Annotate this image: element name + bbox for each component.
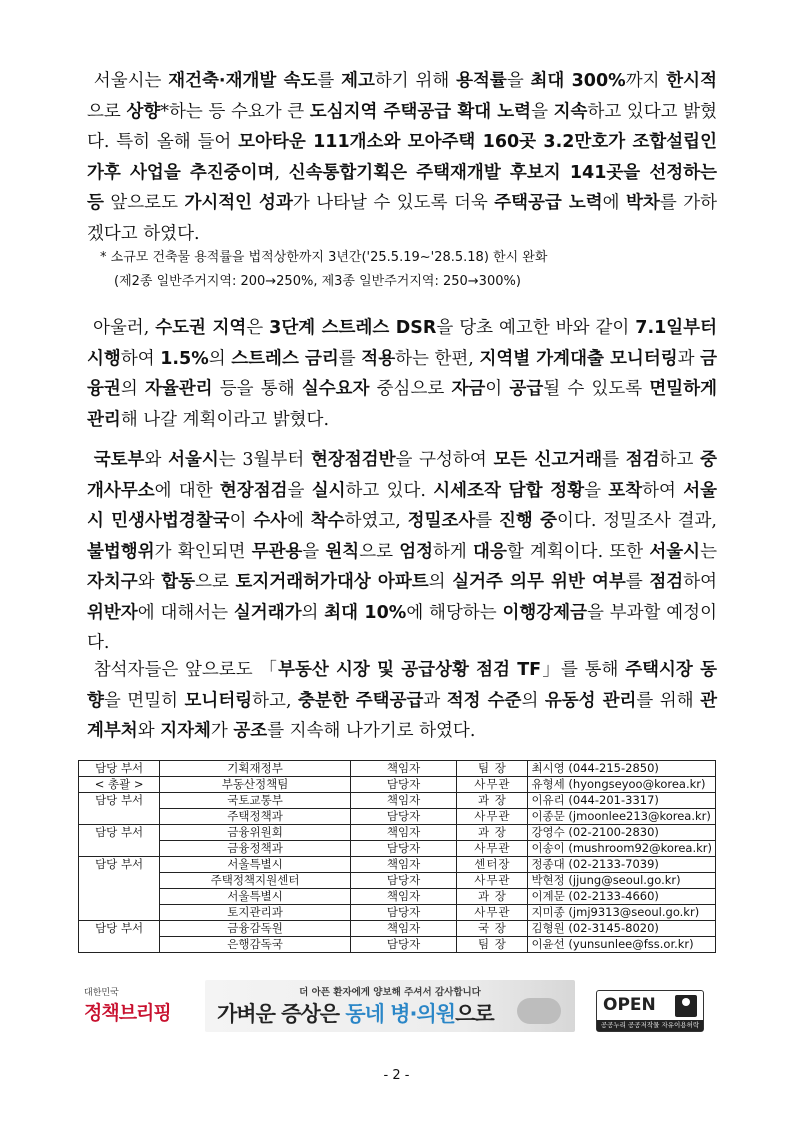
body-text: 에 대한 [154,480,220,501]
table-row [79,809,716,825]
body-text: 과 [677,348,701,369]
emphasis-text: 원칙 [325,541,360,562]
body-text: 이 [229,511,254,531]
emphasis-text: 현장점검 [219,480,288,501]
contact-title: 팀 장 [457,937,528,953]
banner-main-highlight: 동네 병·의원 [345,1002,456,1026]
emphasis-text: 서울시 민생사법경찰국 [87,480,718,531]
body-text: 을 [302,541,326,562]
body-text: 까지 [625,71,667,91]
body-text: 를 가하겠다고 하였다. [87,193,718,244]
pill-icon [517,998,561,1024]
body-text: 해 나갈 계획이라고 밝혔다. [120,409,330,430]
body-text: 하였고, [344,511,408,531]
body-text: 할 계획이다. 또한 [506,541,650,562]
contact-dept: < 총괄 > [79,777,160,793]
body-text: 을 [531,101,554,122]
contact-dept: 담당 부서 [79,825,160,841]
paragraph-inspection [87,445,717,659]
contact-role: 책임자 [350,793,457,809]
contact-person: 이윤선 (yunsunlee@fss.or.kr) [528,937,716,953]
body-text: 하여 [683,572,718,592]
emphasis-text: 공급 [509,379,544,399]
emphasis-text: 적정 수준 [446,690,522,711]
emphasis-text: 점검 [649,572,684,592]
emphasis-text: 모든 신고거래 [493,450,603,470]
contact-title: 사무관 [457,841,528,857]
body-text: 와 [137,721,161,741]
contact-org: 서울특별시 [160,857,351,873]
contact-person: 이유리 (044-201-3317) [528,793,716,809]
contact-dept [79,873,160,889]
contact-org: 기획재정부 [160,761,351,777]
contact-org: 토지관리과 [160,905,351,921]
emphasis-text: 주택공급 노력 [494,193,603,213]
contact-person: 강영수 (02-2100-2830) [528,825,716,841]
emphasis-text: 지자체 [160,721,211,741]
emphasis-text: 충분한 주택공급 [298,690,424,711]
table-row [79,857,716,873]
body-text: 와 [137,572,162,592]
open-strip-text: 공공누리 공공저작물 자유이용허락 [597,1020,703,1031]
body-text: 의 [428,572,453,592]
contact-org: 금융위원회 [160,825,351,841]
contact-org: 은행감독국 [160,937,351,953]
emphasis-text: 1.5% [160,348,209,369]
body-text: 를 [602,450,626,470]
table-row [79,825,716,841]
emphasis-text: 위반자 [87,602,138,623]
banner-main-text [217,998,494,1028]
contact-role: 책임자 [350,889,457,905]
body-text: 에 대해서는 [137,602,234,623]
body-text: 가 확인되면 [154,541,252,562]
body-text: 될 수 있도록 [543,379,650,399]
contact-person: 박현정 (jjung@seoul.go.kr) [528,873,716,889]
indent [87,450,94,470]
body-text: 하고 [659,450,701,470]
body-text: 등을 통해 [212,379,302,399]
body-text: 의 [521,690,545,711]
policy-briefing-logo [84,985,179,1031]
emphasis-text: 가시적인 성과 [184,193,293,213]
body-text: 에 [287,511,311,531]
body-text: 중심으로 [369,379,452,399]
contact-person: 이계문 (02-2133-4660) [528,889,716,905]
body-text: 를 [475,511,499,531]
paragraph-tf [87,655,717,747]
body-text: 이 [485,379,510,399]
body-text: 하게 [433,541,474,562]
body-text: 하는 한편, [395,348,480,369]
contact-person: 지미종 (jmj9313@seoul.go.kr) [528,905,716,921]
body-text: 를 [625,572,650,592]
contact-title: 팀 장 [457,761,528,777]
contact-title: 사무관 [457,777,528,793]
emphasis-text: 토지거래허가대상 아파트 [235,572,429,592]
body-text: 을 [287,480,312,501]
contact-dept: 담당 부서 [79,921,160,937]
campaign-banner [205,980,575,1032]
emphasis-text: 자치구 [87,572,138,592]
table-row [79,937,716,953]
contact-role: 담당자 [350,809,457,825]
body-text: 을 면밀히 [103,690,185,711]
body-text: 을 당초 예고한 바와 같이 [436,318,636,338]
table-row [79,793,716,809]
body-text: 가 [210,721,234,741]
body-text: 하여 [642,480,684,501]
emphasis-text: 대응 [473,541,507,562]
contact-title: 과 장 [457,793,528,809]
emphasis-text: 서울시 [649,541,701,562]
emphasis-text: 엄정 [399,541,434,562]
contact-dept: 담당 부서 [79,761,160,777]
indent [87,71,94,91]
body-text: 을 부과할 예정이다. [87,602,717,653]
contact-role: 담당자 [350,905,457,921]
emphasis-text: 수사 [253,511,288,531]
emphasis-text: 수도권 지역 [155,318,247,338]
body-text: 는 3월부터 [218,450,311,470]
emphasis-text: 공조 [233,721,268,741]
table-row [79,841,716,857]
emphasis-text: 재건축·재개발 속도 [168,71,318,91]
emphasis-text: 용적률 [456,71,507,91]
emphasis-text: 7.1일부터 시행 [87,318,717,369]
person-icon [675,995,697,1017]
body-text: 을 [506,71,531,91]
emphasis-text: 도심지역 주택공급 확대 노력 [309,101,532,122]
emphasis-text: 모니터링 [184,690,253,711]
body-text: 이다. 정밀조사 결과, [557,511,717,531]
emphasis-text: 국토부 [93,450,145,470]
body-text: 과 [423,690,447,711]
body-text: 은 [246,318,270,338]
emphasis-text: 관계부처 [87,690,718,741]
contact-title: 사무관 [457,873,528,889]
body-text: 」를 통해 [541,660,626,680]
table-row [79,873,716,889]
body-text: 를 [317,71,342,91]
emphasis-text: 합동 [161,572,196,592]
emphasis-text: 자금 [451,379,486,399]
emphasis-text: 면밀하게 관리 [87,379,718,430]
body-text: 서울시는 [93,71,169,91]
body-text: 에 해당하는 [406,602,503,623]
contact-dept [79,809,160,825]
body-text: 는 [700,541,717,562]
contact-org: 금융정책과 [160,841,351,857]
contact-org: 금융감독원 [160,921,351,937]
logo-big-text: 정책브리핑 [84,1002,171,1024]
emphasis-text: 포착 [608,480,643,501]
body-text: , [274,162,289,183]
contact-role: 담당자 [350,777,457,793]
contact-org: 서울특별시 [160,889,351,905]
emphasis-text: 실시 [311,480,346,501]
emphasis-text: 실수요자 [301,379,370,399]
emphasis-text: 진행 중 [499,511,558,531]
footnote-line-2: (제2종 일반주거지역: 200→250%, 제3종 일반주거지역: 250→300%) [114,274,521,289]
body-text: 으로 [195,572,236,592]
emphasis-text: 금융권 [87,348,718,399]
contact-person: 이송이 (mushroom92@korea.kr) [528,841,716,857]
contact-role: 담당자 [350,937,457,953]
contact-role: 담당자 [350,841,457,857]
contact-dept [79,905,160,921]
body-text: 의 [301,602,325,623]
emphasis-text: 부동산 시장 및 공급상황 점검 TF [278,660,542,680]
body-text: 의 [208,348,232,369]
emphasis-text: 불법행위 [87,541,155,562]
body-text: 를 [338,348,362,369]
contact-role: 담당자 [350,873,457,889]
table-row [79,761,716,777]
contact-dept: 담당 부서 [79,793,160,809]
body-text: 을 구성하여 [395,450,494,470]
paragraph-dsr [87,313,717,435]
body-text: 으로 [87,101,127,122]
contact-title: 사무관 [457,905,528,921]
body-text: 에 [602,193,627,213]
body-text: 하여 [120,348,161,369]
contact-person: 김형원 (02-3145-8020) [528,921,716,937]
table-row [79,889,716,905]
contact-person: 최시영 (044-215-2850) [528,761,716,777]
table-row [79,777,716,793]
contact-dept: 담당 부서 [79,857,160,873]
footnote-line-1: * 소규모 건축물 용적률을 법적상한까지 3년간('25.5.19~'28.5.18) 한시 완화 [100,250,548,265]
body-text: 의 [120,379,145,399]
emphasis-text: 착수 [310,511,345,531]
emphasis-text: 이행강제금 [502,602,588,623]
emphasis-text: 현장점검반 [310,450,396,470]
contact-org: 주택정책지원센터 [160,873,351,889]
contact-role: 책임자 [350,857,457,873]
emphasis-text: 스트레스 금리 [231,348,339,369]
emphasis-text: 주택시장 동향 [87,660,717,711]
emphasis-text: 지속 [553,101,588,122]
body-text: 와 [144,450,169,470]
page-number: - 2 - [383,1068,410,1083]
contact-title: 국 장 [457,921,528,937]
body-text: 을 [584,480,609,501]
emphasis-text: 시세조작 담합 정황 [433,480,585,501]
contact-org: 주택정책과 [160,809,351,825]
contact-dept [79,889,160,905]
paragraph-housing-supply [87,66,717,249]
body-text: 하고 있다. [345,480,434,501]
table-row [79,905,716,921]
emphasis-text: 점검 [625,450,660,470]
body-text: 가 나타날 수 있도록 더욱 [292,193,495,213]
emphasis-text: 모아타운 111개소와 모아주택 160곳 3.2만호가 조합설립인가후 사업을 추진중이며 [87,132,717,183]
emphasis-text: 무관용 [251,541,303,562]
emphasis-text: 지역별 가계대출 모니터링 [479,348,678,369]
contact-person: 정종대 (02-2133-7039) [528,857,716,873]
footnote [100,246,720,294]
contact-person: 이종문 (jmoonlee213@korea.kr) [528,809,716,825]
contacts-table [78,760,716,953]
contact-title: 과 장 [457,889,528,905]
contact-org: 부동산정책팀 [160,777,351,793]
contact-title: 사무관 [457,809,528,825]
contact-dept [79,937,160,953]
body-text: 앞으로도 [103,193,185,213]
body-text: 아울러, [92,318,156,338]
contact-title: 센터장 [457,857,528,873]
emphasis-text: 실거래가 [233,602,302,623]
body-text: 참석자들은 앞으로도 「 [93,660,279,680]
emphasis-text: 중개사무소 [87,450,717,501]
emphasis-text: 신속통합기획은 주택재개발 후보지 141곳을 선정하는 등 [87,162,718,213]
emphasis-text: 상향 [126,101,161,122]
body-text: 하기 위해 [374,71,457,91]
body-text: 으로 [359,541,400,562]
contact-title: 과 장 [457,825,528,841]
banner-main-part-2: 으로 [455,1002,494,1026]
emphasis-text: 실거주 의무 위반 여부 [452,572,626,592]
emphasis-text: 자율관리 [144,379,213,399]
emphasis-text: 정밀조사 [407,511,476,531]
contact-role: 책임자 [350,921,457,937]
contact-role: 책임자 [350,761,457,777]
emphasis-text: 서울시 [168,450,219,470]
indent [87,660,94,680]
emphasis-text: 제고 [341,71,375,91]
emphasis-text: 적용 [361,348,396,369]
body-text: 하고 있다고 밝혔다. 특히 올해 들어 [87,101,718,152]
table-row [79,921,716,937]
emphasis-text: 박차 [626,193,660,213]
kogl-open-badge [596,990,704,1032]
banner-top-text: 더 아픈 환자에게 양보해 주셔서 감사합니다 [299,987,481,998]
contact-person: 유형세 (hyongseyoo@korea.kr) [528,777,716,793]
open-word: OPEN [603,995,656,1015]
banner-main-part-1: 가벼운 증상은 [217,1002,346,1026]
contact-role: 책임자 [350,825,457,841]
emphasis-text: 최대 300% [530,71,626,91]
emphasis-text: 최대 10% [324,602,407,623]
emphasis-text: 한시적 [666,71,717,91]
contact-dept [79,841,160,857]
body-text: *하는 등 수요가 큰 [160,101,310,122]
logo-small-text: 대한민국 [84,988,119,998]
contact-org: 국토교통부 [160,793,351,809]
emphasis-text: 유동성 관리 [544,690,637,711]
emphasis-text: 3단계 스트레스 DSR [269,318,437,338]
body-text: 하고, [252,690,299,711]
body-text: 를 위해 [636,690,701,711]
body-text: 를 지속해 나가기로 하였다. [267,721,476,741]
